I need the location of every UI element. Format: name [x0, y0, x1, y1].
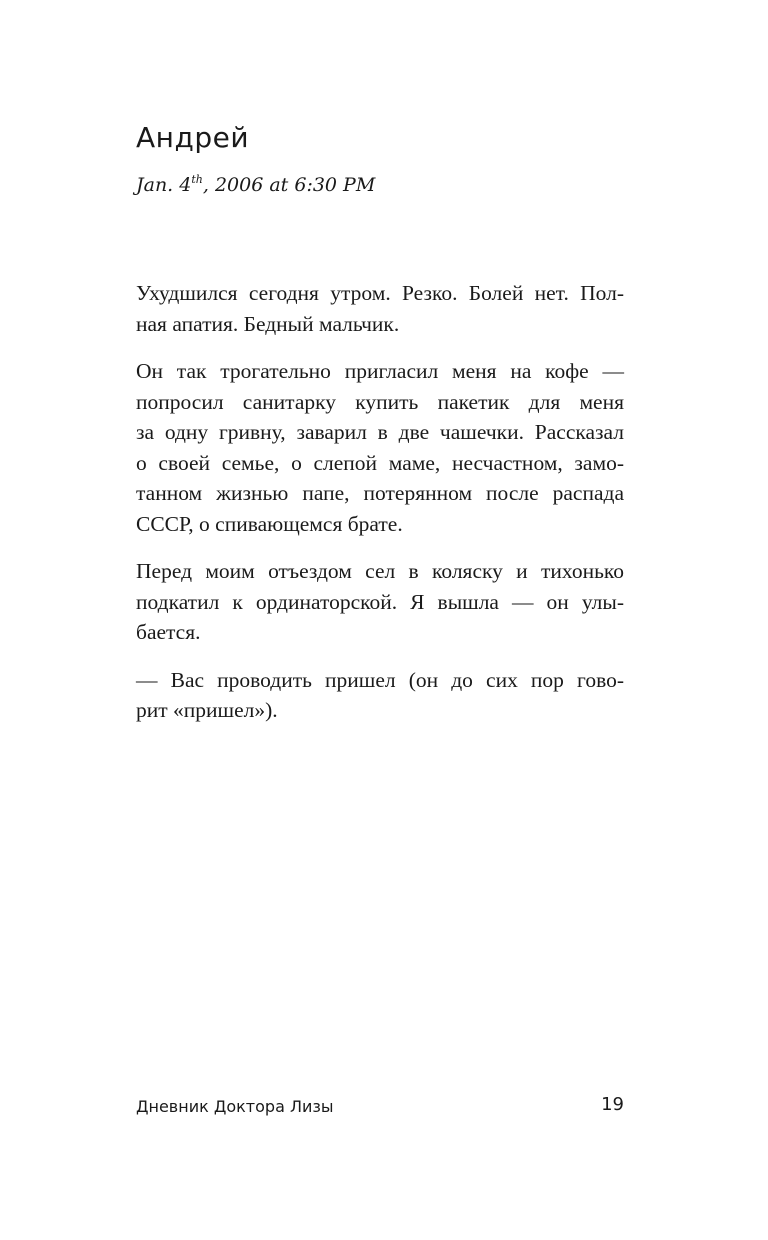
text-line: — Вас проводить пришел (он до сих пор гово- [136, 667, 624, 692]
entry-body [136, 278, 624, 743]
text-line: СССР, о спивающемся брате. [136, 511, 403, 536]
text-line: бается. [136, 620, 201, 644]
entry-title: Андрей [136, 121, 250, 154]
paragraph [136, 278, 624, 339]
entry-date-prefix: Jan. 4 [136, 174, 192, 196]
text-line: рит «пришел»). [136, 698, 278, 722]
running-footer-book-title: Дневник Доктора Лизы [136, 1097, 334, 1116]
text-line: Он так трогательно пригласил меня на кофе — [136, 359, 624, 383]
text-line: о своей семье, о слепой маме, несчастном, замо- [136, 450, 624, 475]
paragraph [136, 556, 624, 648]
text-line: танном жизнью папе, потерянном после распада [136, 481, 624, 505]
paragraph [136, 356, 624, 539]
text-line: ная апатия. Бедный мальчик. [136, 311, 400, 336]
entry-date-rest: , 2006 at 6:30 PM [202, 174, 376, 196]
paragraph [136, 665, 624, 726]
entry-date [136, 170, 375, 203]
entry-date-ordinal-suffix: th [191, 173, 203, 186]
text-line: за одну гривну, заварил в две чашечки. Рассказал [136, 420, 624, 444]
text-line: попросил санитарку купить пакетик для меня [136, 389, 624, 414]
page-number: 19 [601, 1094, 624, 1115]
text-line: Перед моим отъездом сел в коляску и тихонько [136, 559, 624, 583]
text-line: Ухудшился сегодня утром. Резко. Болей нет. Пол- [136, 281, 624, 305]
text-line: подкатил к ординаторской. Я вышла — он улы- [136, 589, 624, 614]
